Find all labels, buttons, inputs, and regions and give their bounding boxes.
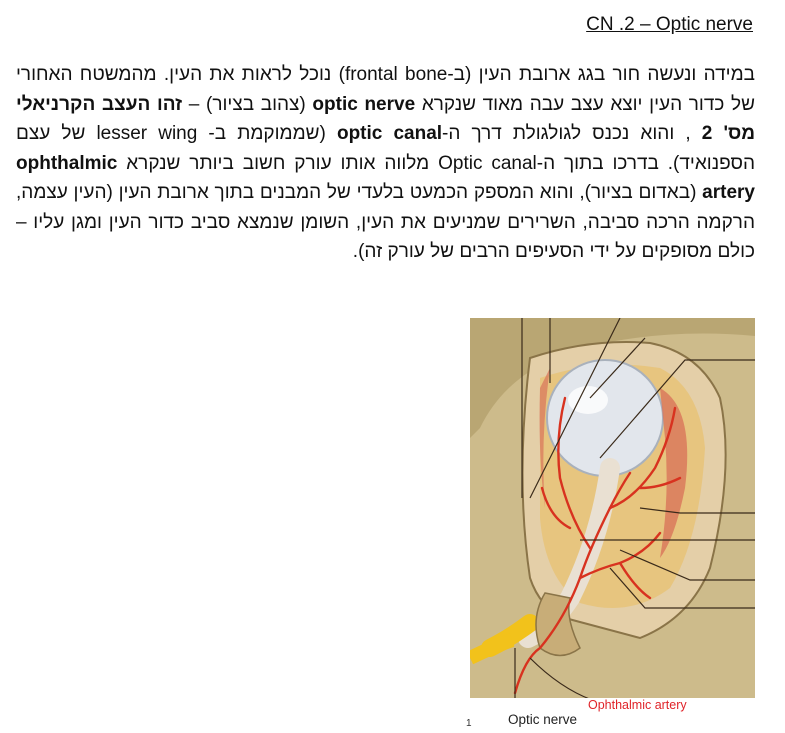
text-segment: ) נוכל לראות את העין. מהמשטח האחורי של כדור העין יוצא עצב עבה מאוד שנקרא bbox=[16, 64, 755, 115]
highlight-cranial-nerve-2: זהו העצב הקרניאלי מס' 2 bbox=[16, 93, 756, 144]
orbit-anatomy-figure bbox=[470, 318, 755, 730]
text-segment: במידה ונעשה חור בגג ארובת העין (ב- bbox=[447, 64, 755, 85]
text-segment: (שממוקמת ב- lesser wing של עצם הספנואיד). בדרכו בתוך ה-Optic canal מלווה אותו עורק חשוב ביותר שנקרא bbox=[16, 123, 756, 174]
text-segment: , והוא נכנס לגולגולת דרך ה- bbox=[442, 123, 702, 144]
eyeball bbox=[547, 360, 663, 476]
label-ophthalmic-artery: Ophthalmic artery bbox=[588, 698, 687, 712]
term-frontal-bone: frontal bone bbox=[344, 64, 448, 85]
orbit-illustration bbox=[470, 318, 755, 730]
term-optic-canal: optic canal bbox=[336, 123, 443, 144]
page-number: 1 bbox=[466, 718, 472, 729]
term-ophthalmic-artery: ophthalmic artery bbox=[16, 152, 755, 203]
body-paragraph bbox=[16, 60, 755, 267]
label-optic-nerve: Optic nerve bbox=[508, 712, 578, 727]
page-title: CN .2 – Optic nerve bbox=[586, 14, 753, 35]
term-optic-nerve: optic nerve bbox=[312, 93, 416, 115]
text-segment: (צהוב בציור) – bbox=[182, 93, 313, 115]
text-segment: (באדום בציור), והוא המספק הכמעט בלעדי של המבנים בתוך ארובת העין (העין עצמה, הרקמה הרכה סביבה, השרירים שמניעים את העין, השומן שנמצא סביב כדור העין ומגן עליו – כולם מסופקים על ידי הסעיפים הרבים של עורק זה). bbox=[16, 182, 755, 262]
